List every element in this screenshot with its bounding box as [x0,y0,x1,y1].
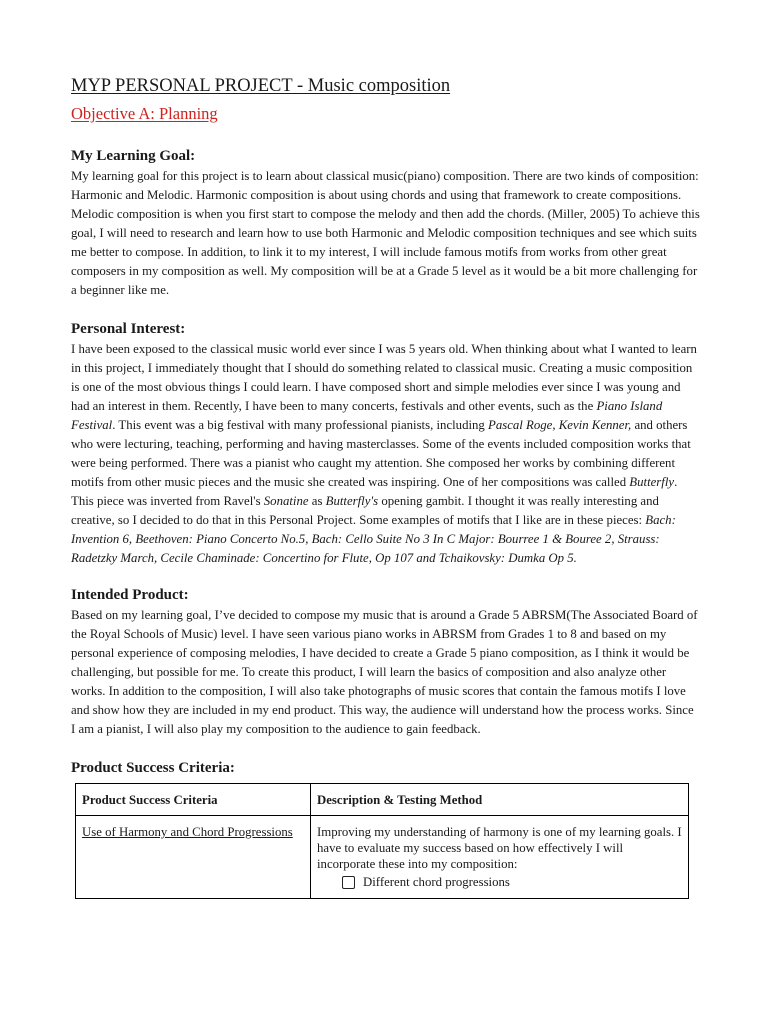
criterion-name: Use of Harmony and Chord Progressions [82,825,293,839]
butterfly-title: Butterfly [629,475,675,489]
document-title: MYP PERSONAL PROJECT - Music composition [71,76,451,96]
interest-text-part: opening gambit. I thought it was really interesting and creative, so I decided to do that in this Personal Project. Some examples of motifs that I like are in these pieces: [71,494,659,527]
interest-text-part: . This event was a big festival with many professional pianists, including [112,418,489,432]
checklist-item-label: Different chord progressions [363,875,510,889]
butterflys-title: Butterfly's [325,494,379,508]
personal-interest-text [71,340,701,568]
pianist-names: Pascal Roge, Kevin Kenner, [488,418,632,432]
learning-goal-text: My learning goal for this project is to learn about classical music(piano) composition. There are two kinds of composition: Harmonic and Melodic. Harmonic composition is about using chords and using that framework to create compositions. Melodic composition is when you first start to compose the melody and then add the chords. (Miller, 2005) To achieve this goal, I will need to research and learn how to use both Harmonic and Melodic composition techniques and see which suits me better to compose. In addition, to link it to my interest, I will include famous motifs from works from other great composers in my composition as well. My composition will be at a Grade 5 level as it would be a bit more challenging for a beginner like me. [71,169,700,297]
column-header: Description & Testing Method [311,784,689,816]
success-criteria-table [75,783,689,899]
success-criteria-heading: Product Success Criteria: [71,760,235,776]
interest-text-part: . This piece was inverted from Ravel's [71,475,678,508]
checkbox[interactable] [342,876,355,889]
document-content [71,72,701,899]
table-row [76,816,689,899]
sonatine-title: Sonatine [263,494,309,508]
interest-text-part: I have been exposed to the classical music world ever since I was 5 years old. When thinking about what I wanted to learn in this project, I immediately thought that I should do something related to classical music. Creating a music composition is one of the most obvious things I could learn. I have composed short and simple melodies ever since I was young and had an interest in them. Recently, I have been to many concerts, festivals and other events, such as the [71,342,697,413]
description-cell [311,816,689,899]
interest-text-part: as [308,494,326,508]
personal-interest-heading: Personal Interest: [71,321,186,337]
interest-text-part: and others who were lecturing, teaching, performing and having masterclasses. Some of the events included composition works that were being performed. There was a pianist who caught my attention. She composed her works by combining different motifs from other music pieces and the music she created was inspiring. One of her compositions was called [71,418,691,489]
objective-heading: Objective A: Planning [71,104,218,123]
intended-product-text: Based on my learning goal, I’ve decided to compose my music that is around a Grade 5 ABRSM(The Associated Board of the Royal Schools of Music) level. I have seen various piano works in ABRSM from Grades 1 to 8 and based on my personal experience of composing melodies, I have decided to create a Grade 5 piano composition, as I think it would be challenging, but possible for me. To create this product, I will learn the basics of composition and also analyze other works. In addition to the composition, I will also take photographs of music scores that contain the famous motifs I love and show how they are included in my end product. This way, the audience will understand how the process works. Since I am a pianist, I will also play my composition to the audience to gain feedback. [71,608,698,736]
criterion-description: Improving my understanding of harmony is one of my learning goals. I have to evaluate my success based on how effectively I will incorporate these into my composition: [317,825,682,871]
learning-goal-heading: My Learning Goal: [71,148,196,164]
intended-product-heading: Intended Product: [71,587,189,603]
criterion-cell [76,816,311,899]
motif-list: Bach: Invention 6, Beethoven: Piano Concerto No.5, Bach: Cello Suite No 3 In C Major: Bourree 1 & Bouree 2, Strauss: Radetzky March, Cecile Chaminade: Concertino for Flute, Op 107 and Tchaikovsky: Dumka Op 5. [71,513,676,565]
table-header-row [76,784,689,816]
checklist-item [342,874,682,890]
festival-name: Piano Island Festival [71,399,663,432]
column-header: Product Success Criteria [76,784,311,816]
